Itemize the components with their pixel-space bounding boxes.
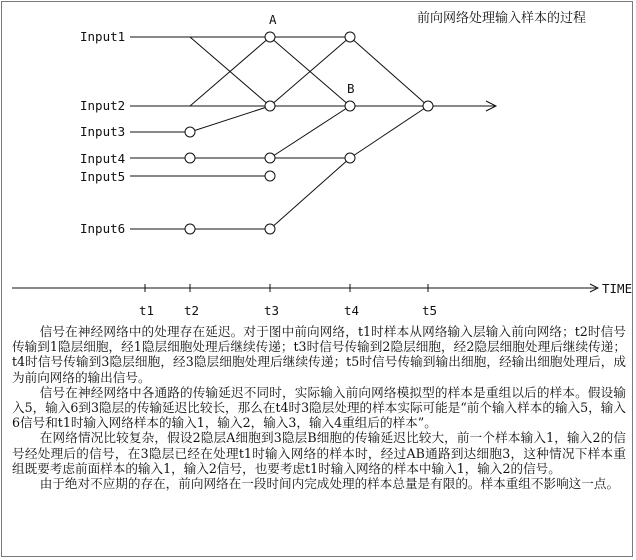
layer3-nodes <box>345 32 355 163</box>
input-label-3: Input3 <box>80 124 126 139</box>
time-axis <box>12 281 632 318</box>
layer2-node-4 <box>265 153 275 163</box>
input-label-4: Input4 <box>80 151 126 166</box>
layer1-to-layer2-connections <box>190 37 270 229</box>
time-tick-t4: t4 <box>344 303 360 318</box>
paragraph-2: 信号在神经网络中各通路的传输延迟不同时，实际输入前向网络模拟型的样本是重组以后的样本。假设输入5，输入6到3隐层的传输延迟比较长，那么在t4时3隐层处理的样本实际可能是“前个输入样本的输入5，输入6信号和t1时输入网络样本的输入1，输入2，输入3，输入4重组后的样本”。 <box>12 384 626 431</box>
layer3-to-output-connections <box>350 37 428 158</box>
time-tick-t3: t3 <box>264 303 280 318</box>
paragraph-4: 由于绝对不应期的存在，前向网络在一段时间内完成处理的样本总量是有限的。样本重组不影响这一点。 <box>39 476 620 492</box>
layer2-nodes <box>265 32 275 234</box>
input-label-1: Input1 <box>80 29 126 44</box>
layer1-node-3 <box>185 127 195 137</box>
output-arrow <box>428 101 496 111</box>
input-label-2: Input2 <box>80 98 126 113</box>
input-label-6: Input6 <box>80 221 126 236</box>
layer2-node-5 <box>265 171 275 181</box>
time-axis-label: TIME <box>602 281 633 296</box>
layer2-node-a <box>265 32 275 42</box>
diagram-title: 前向网络处理输入样本的过程 <box>417 11 587 26</box>
paragraph-1: 信号在神经网络中的处理存在延迟。对于图中前向网络，t1时样本从网络输入层输入前向网络；t2时信号传输到1隐层细胞，经1隐层细胞处理后继续传递；t3时信号传输到2隐层细胞，经2隐层细胞处理后继续传递；t4时信号传输到3隐层细胞，经3隐层细胞处理后继续传递；t5时信号传输到输出细胞，经输出细胞处理后，成为前向网络的输出信号。 <box>12 324 626 385</box>
explanation-text <box>12 324 626 491</box>
paragraph-3: 在网络情况比较复杂，假设2隐层A细胞到3隐层B细胞的传输延迟比较大，前一个样本输入1，输入2的信号经处理后的信号，在3隐层已经在处理t1时输入网络的样本时，经过AB通路到达细胞3，这种情况下样本重组既要考虑前面样本的输入1，输入2信号，也要考虑t1时输入网络的样本中输入1，输入2的信号。 <box>12 430 626 476</box>
layer1-nodes <box>185 127 195 234</box>
layer1-node-4 <box>185 153 195 163</box>
node-label-a: A <box>269 12 277 27</box>
node-label-b: B <box>347 81 355 96</box>
time-tick-t1: t1 <box>139 303 155 318</box>
layer3-node-1 <box>345 32 355 42</box>
layer2-node-2 <box>265 101 275 111</box>
layer2-node-6 <box>265 224 275 234</box>
layer2-to-layer3-connections <box>270 37 350 229</box>
time-tick-t5: t5 <box>422 303 438 318</box>
output-node <box>423 101 433 111</box>
layer3-node-b <box>345 101 355 111</box>
time-tick-t2: t2 <box>184 303 200 318</box>
input-label-5: Input5 <box>80 169 126 184</box>
input-connections <box>130 37 270 229</box>
layer3-node-3 <box>345 153 355 163</box>
layer1-node-6 <box>185 224 195 234</box>
